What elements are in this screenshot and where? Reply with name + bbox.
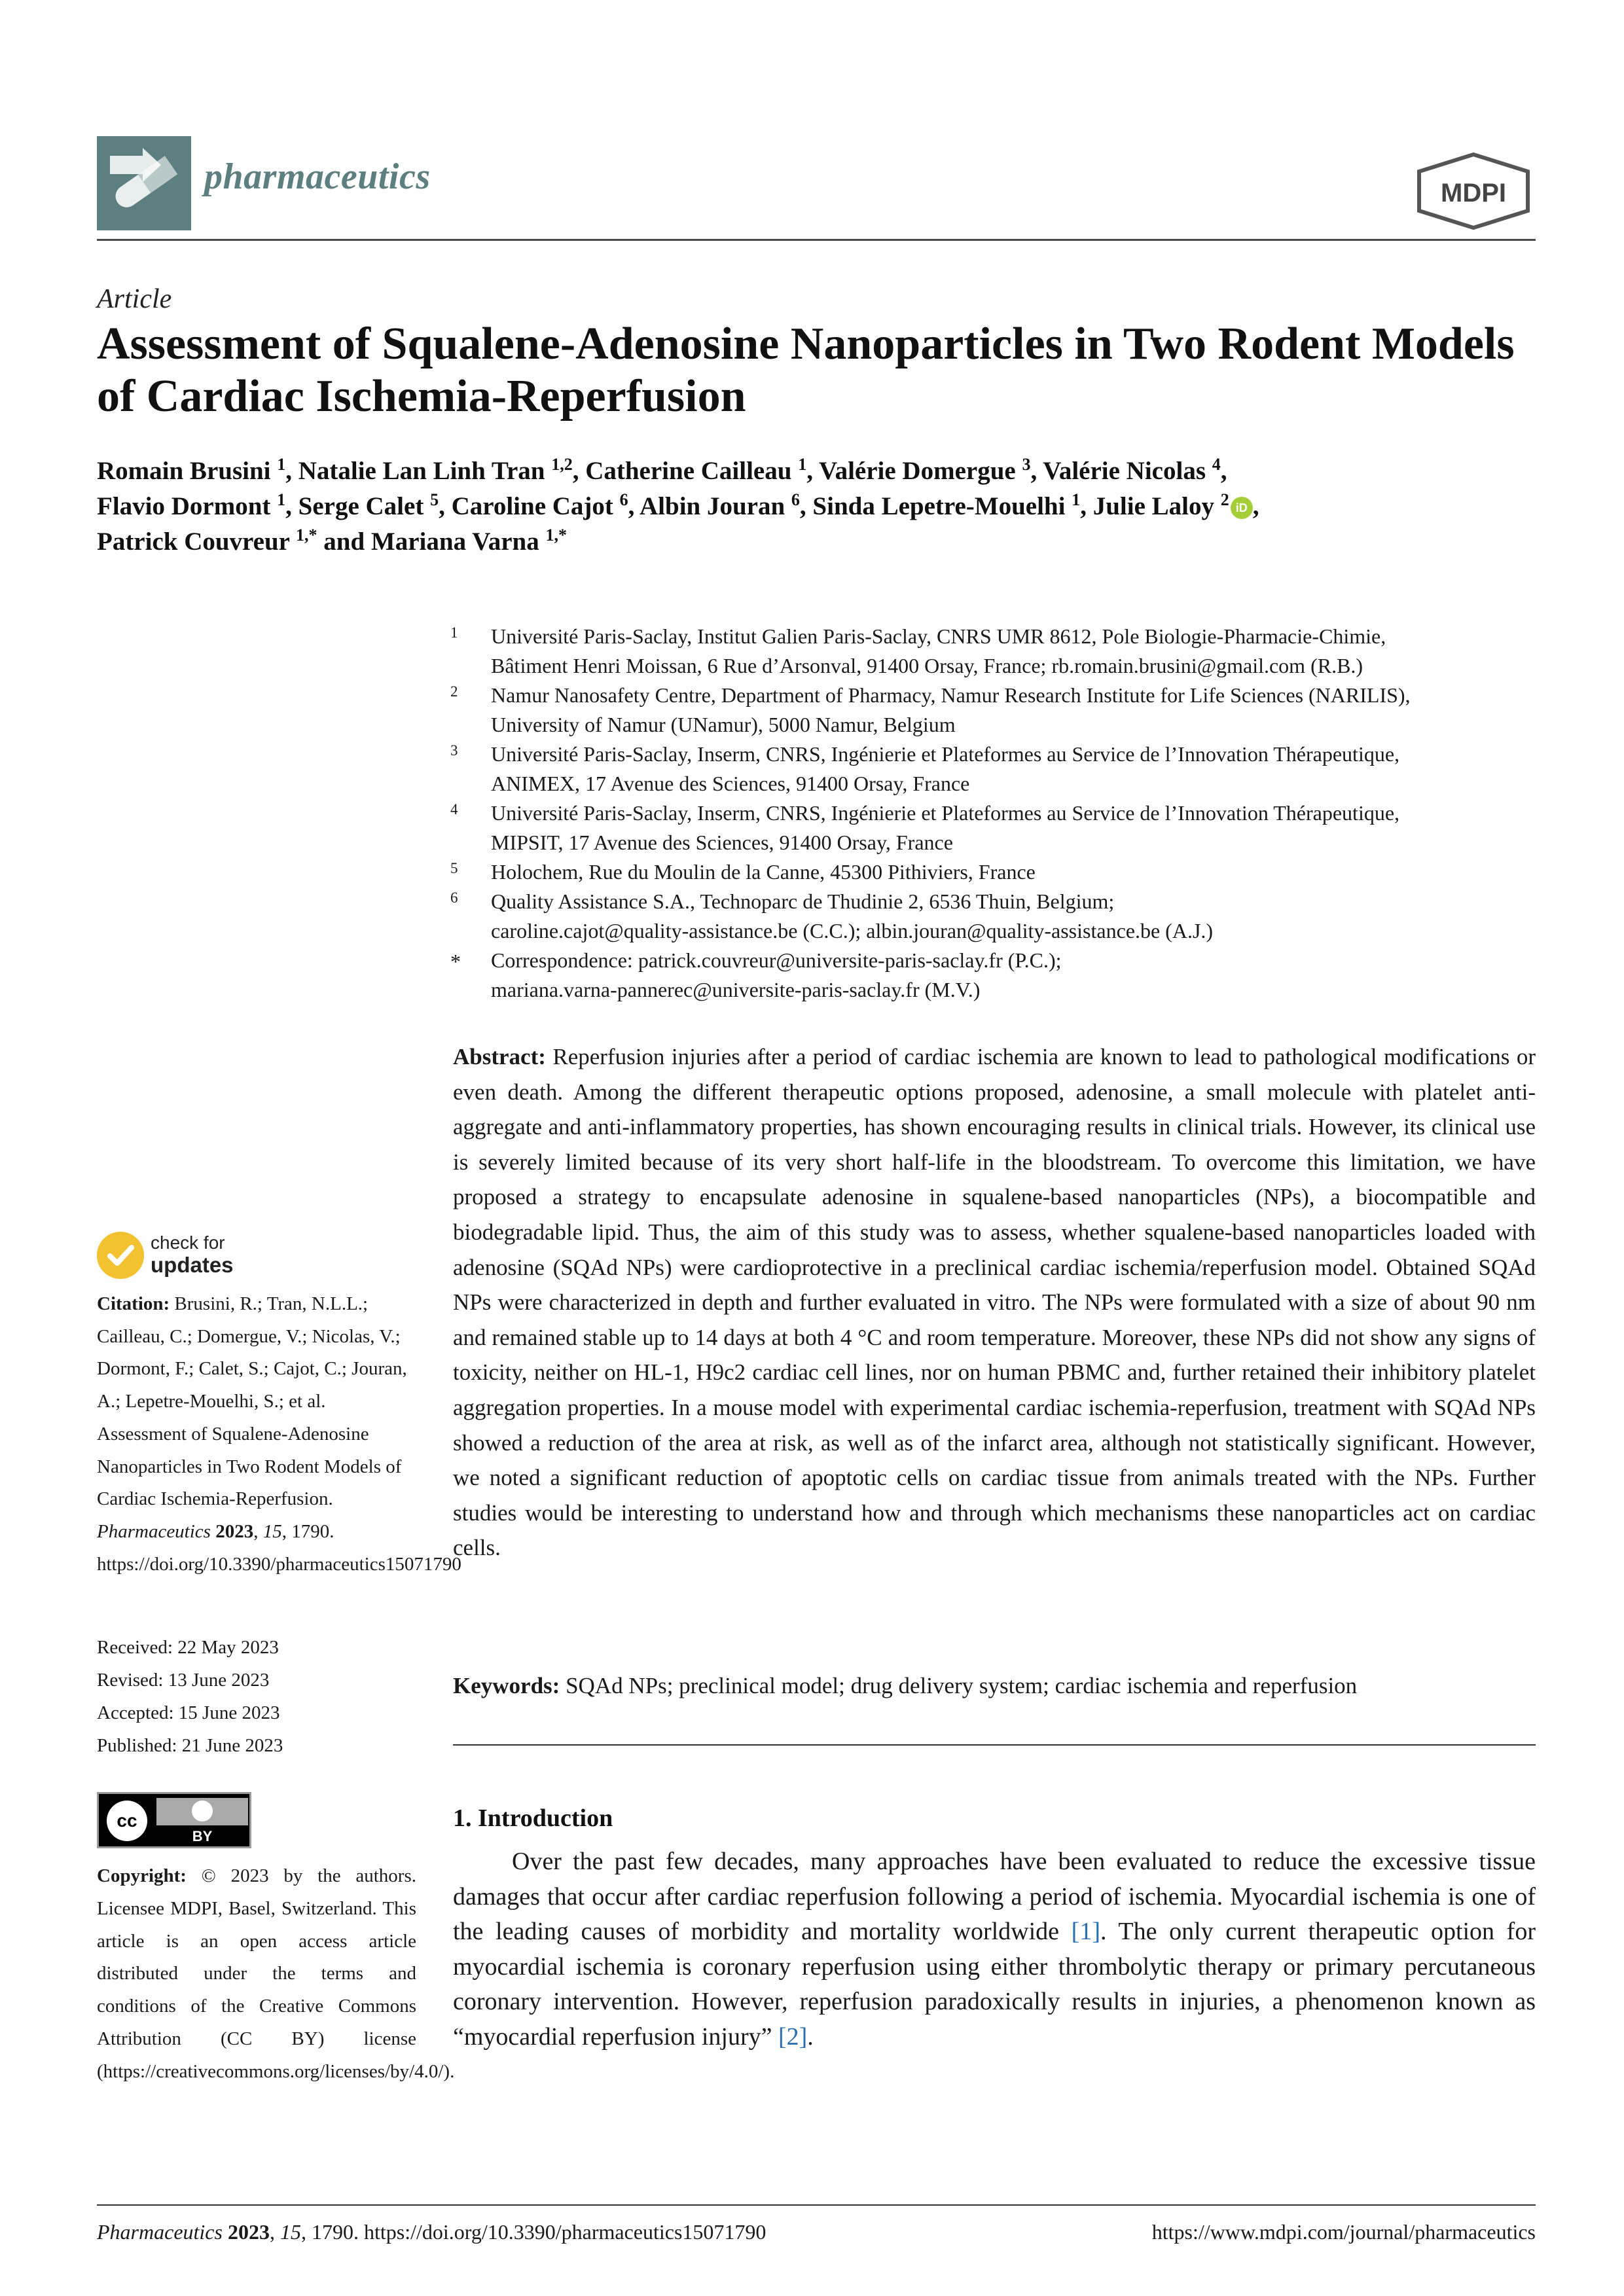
author-name: Flavio Dormont bbox=[97, 492, 271, 520]
author-affiliation-mark: 4 bbox=[1212, 455, 1221, 474]
journal-name: pharmaceutics bbox=[204, 156, 431, 197]
footer-rule bbox=[97, 2204, 1536, 2206]
copyright-text: © 2023 by the authors. Licensee MDPI, Basel, Switzerland. This article is an open access article distributed under the terms and conditions of the Creative Commons Attribution (CC BY) license (https://creativecommons.org/licenses/by/4.0/). bbox=[97, 1865, 455, 2082]
affiliation-line: University of Namur (UNamur), 5000 Namur, Belgium bbox=[491, 713, 956, 736]
cc-icon: cc bbox=[107, 1801, 147, 1841]
affiliation-line: Namur Nanosafety Centre, Department of Pharmacy, Namur Research Institute for Life Sciences (NARILIS), bbox=[491, 683, 1411, 707]
affiliation-item bbox=[450, 887, 1537, 946]
abstract bbox=[453, 1039, 1536, 1566]
citation-text: Brusini, R.; Tran, N.L.L.; Cailleau, C.; Domergue, V.; Nicolas, V.; Dormont, F.; Calet, S.; Cajot, C.; Jouran, A.; Lepetre-Mouelhi, S.; et al. Assessment of Squalene-Adenosine Nanoparticles in Two Rodent Models of Cardiac Ischemia-Reperfusion. bbox=[97, 1293, 407, 1510]
date-revised: Revised: 13 June 2023 bbox=[97, 1670, 270, 1691]
copyright-block bbox=[97, 1860, 455, 2089]
affiliation-mark: 6 bbox=[450, 889, 458, 906]
author-name: Catherine Cailleau bbox=[585, 457, 792, 485]
affiliations bbox=[450, 622, 1537, 1005]
intro-text-1: Over the past few decades, many approaches have been evaluated to reduce the excessive tissue damages that occur after cardiac reperfusion following a period of ischemia. Myocardial ischemia is one of the leading causes of morbidity and mortality worldwide bbox=[453, 1848, 1536, 1946]
citation-label: Citation: bbox=[97, 1293, 170, 1314]
affiliation-item bbox=[450, 798, 1537, 857]
date-received: Received: 22 May 2023 bbox=[97, 1637, 279, 1658]
date-accepted: Accepted: 15 June 2023 bbox=[97, 1702, 280, 1723]
article-type: Article bbox=[97, 284, 172, 314]
citation-doi[interactable]: , 1790. https://doi.org/10.3390/pharmaceutics15071790 bbox=[97, 1520, 461, 1575]
journal-logo bbox=[97, 136, 191, 230]
introduction-paragraph bbox=[453, 1844, 1536, 2055]
affiliation-line: caroline.cajot@quality-assistance.be (C.C.); albin.jouran@quality-assistance.be (A.J.) bbox=[491, 919, 1214, 942]
citation-block: Citation: Brusini, R.; Tran, N.L.L.; Cailleau, C.; Domergue, V.; Nicolas, V.; Dormont, F.; Calet, S.; Cajot, C.; Jouran, A.; Lepetre-Mouelhi, S.; et al. Assessment of Squalene-Adenosine Nanoparticles in Two Rodent Models of Cardiac Ischemia-Reperfusion. Pharmaceutics 2023, 15, 1790. https://doi.org/10.3390/pharmaceutics15071790 bbox=[97, 1293, 461, 1575]
author-name: Mariana Varna bbox=[370, 528, 539, 556]
reference-link-2[interactable]: [2] bbox=[778, 2022, 808, 2051]
article-title: Assessment of Squalene-Adenosine Nanoparticles in Two Rodent Models of Cardiac Ischemia-Reperfusion bbox=[97, 319, 1515, 422]
author-name: Julie Laloy bbox=[1092, 492, 1214, 520]
header-rule bbox=[97, 239, 1536, 241]
affiliation-line: Bâtiment Henri Moissan, 6 Rue d’Arsonval, 91400 Orsay, France; rb.romain.brusini@gmail.com (R.B.) bbox=[491, 654, 1363, 677]
attribution-person-icon bbox=[192, 1801, 213, 1821]
affiliation-mark: 2 bbox=[450, 683, 458, 700]
check-updates-label: check for updates bbox=[151, 1232, 234, 1277]
intro-text-2: . The only current therapeutic option for myocardial ischemia is coronary reperfusion using either thrombolytic therapy or primary percutaneous coronary intervention. However, reperfusion paradoxically results in injuries, a phenomenon known as “myocardial reperfusion injury” bbox=[453, 1918, 1536, 2051]
author-name: Caroline Cajot bbox=[451, 492, 613, 520]
affiliation-mark: 3 bbox=[450, 742, 458, 759]
publisher-logo bbox=[1411, 152, 1536, 230]
footer-journal: Pharmaceutics bbox=[97, 2220, 223, 2244]
affiliation-line: Holochem, Rue du Moulin de la Canne, 45300 Pithiviers, France bbox=[491, 860, 1036, 884]
author-name: Patrick Couvreur bbox=[97, 528, 290, 556]
author-affiliation-mark: 6 bbox=[791, 490, 800, 509]
author-affiliation-mark: 3 bbox=[1022, 455, 1031, 474]
citation-journal: Pharmaceutics bbox=[97, 1520, 211, 1542]
affiliation-line: mariana.varna-pannerec@universite-paris-saclay.fr (M.V.) bbox=[491, 978, 981, 1001]
date-published: Published: 21 June 2023 bbox=[97, 1735, 283, 1756]
author-and: and bbox=[323, 528, 365, 556]
author-list: Romain Brusini $^1$, Natalie Lan Linh Tran $^{1,2}$, Catherine Cailleau $^1$, Valérie Domergue $^3$, Valérie Nicolas $^4$, Flavio Dormont $^1$, Serge Calet $^5$, Caroline Cajot $^6$, Albin Jouran $^6$, Sinda Lepetre-Mouelhi $^1$, Julie Laloy $^2$ iD , Patrick Couvreur $^{1,*}$ and Mariana Varna $^{1,*}$ bbox=[97, 455, 1259, 556]
footer-journal-url[interactable]: https://www.mdpi.com/journal/pharmaceutics bbox=[1151, 2220, 1536, 2244]
orcid-icon[interactable]: iD bbox=[1231, 497, 1253, 519]
author-affiliation-mark: 1 bbox=[277, 455, 286, 474]
author-affiliation-mark: 1 bbox=[277, 490, 286, 509]
keywords-text: SQAd NPs; preclinical model; drug delivery system; cardiac ischemia and reperfusion bbox=[566, 1673, 1358, 1698]
keywords-label: Keywords: bbox=[453, 1673, 560, 1698]
affiliation-mark: 4 bbox=[450, 801, 458, 817]
author-name: Albin Jouran bbox=[640, 492, 785, 520]
affiliation-line: Quality Assistance S.A., Technoparc de Thudinie 2, 6536 Thuin, Belgium; bbox=[491, 889, 1115, 913]
footer-volume: 15 bbox=[280, 2220, 301, 2244]
footer-citation: Pharmaceutics 2023, 15, 1790. https://doi.org/10.3390/pharmaceutics15071790 bbox=[97, 2220, 767, 2244]
affiliation-line: ANIMEX, 17 Avenue des Sciences, 91400 Orsay, France bbox=[491, 772, 970, 795]
abstract-label: Abstract: bbox=[453, 1044, 546, 1069]
citation-year: 2023 bbox=[215, 1520, 254, 1542]
intro-text-3: . bbox=[807, 2022, 814, 2051]
abstract-text: Reperfusion injuries after a period of cardiac ischemia are known to lead to pathological modifications or even death. Among the different therapeutic options proposed, adenosine, a small molecule with platelet anti-aggregate and anti-inflammatory properties, has shown encouraging results in clinical trials. However, its clinical use is severely limited because of its very short half-life in the bloodstream. To overcome this limitation, we have proposed a strategy to encapsulate adenosine in squalene-based nanoparticles (NPs), a biocompatible and biodegradable lipid. Thus, the aim of this study was to assess, whether squalene-based nanoparticles loaded with adenosine (SQAd NPs) were cardioprotective in a preclinical cardiac ischemia/reperfusion model. Obtained SQAd NPs were characterized in depth and further evaluated in vitro. The NPs were formulated with a size of about 90 nm and remained stable up to 14 days at both 4 °C and room temperature. Moreover, these NPs did not show any signs of toxicity, neither on HL-1, H9c2 cardiac cell lines, nor on human PBMC and, further retained their inhibitory platelet aggregation properties. In a mouse model with experimental cardiac ischemia-reperfusion, treatment with SQAd NPs showed a reduction of the area at risk, as well as of the infarct area, although not statistically significant. However, we noted a significant reduction of apoptotic cells on cardiac tissue from animals treated with the NPs. Further studies would be interesting to understand how and through which mechanisms these nanoparticles act on cardiac cells. bbox=[453, 1044, 1536, 1561]
affiliation-line: Université Paris-Saclay, Inserm, CNRS, Ingénierie et Plateformes au Service de l’Innovation Thérapeutique, bbox=[491, 742, 1400, 766]
author-affiliation-mark: 1 bbox=[798, 455, 807, 474]
pill-icon bbox=[97, 136, 191, 230]
check-updates-icon bbox=[97, 1232, 144, 1279]
author-affiliation-mark: 1,* bbox=[545, 526, 567, 545]
author-name: Natalie Lan Linh Tran bbox=[298, 457, 545, 485]
affiliation-line: Correspondence: patrick.couvreur@universite-paris-saclay.fr (P.C.); bbox=[491, 948, 1062, 972]
check-for-updates-button[interactable] bbox=[97, 1230, 267, 1280]
author-affiliation-mark: 6 bbox=[619, 490, 628, 509]
author-name: Valérie Nicolas bbox=[1043, 457, 1206, 485]
footer-doi[interactable]: , 1790. https://doi.org/10.3390/pharmaceutics15071790 bbox=[300, 2220, 767, 2244]
citation-volume: 15 bbox=[262, 1520, 282, 1542]
affiliation-item bbox=[450, 946, 1537, 1005]
affiliation-line: Université Paris-Saclay, Institut Galien Paris-Saclay, CNRS UMR 8612, Pole Biologie-Pharmacie-Chimie, bbox=[491, 624, 1386, 648]
section-rule bbox=[453, 1744, 1536, 1746]
publication-dates bbox=[97, 1631, 416, 1762]
author-affiliation-mark: 1,2 bbox=[551, 455, 573, 474]
keywords bbox=[453, 1669, 1536, 1703]
affiliation-line: MIPSIT, 17 Avenue des Sciences, 91400 Orsay, France bbox=[491, 831, 953, 854]
author-affiliation-mark: 2 bbox=[1220, 490, 1229, 509]
copyright-label: Copyright: bbox=[97, 1865, 187, 1886]
affiliation-mark: 1 bbox=[450, 624, 458, 641]
section-heading-introduction: 1. Introduction bbox=[453, 1804, 613, 1832]
publisher-name: MDPI bbox=[1441, 179, 1506, 207]
cc-by-license-badge[interactable] bbox=[97, 1792, 251, 1848]
affiliation-mark: 5 bbox=[450, 860, 458, 876]
footer-year: 2023 bbox=[227, 2220, 270, 2244]
author-affiliation-mark: 1 bbox=[1072, 490, 1081, 509]
author-affiliation-mark: 1,* bbox=[296, 526, 317, 545]
author-name: Sinda Lepetre-Mouelhi bbox=[812, 492, 1066, 520]
author-affiliation-mark: 5 bbox=[430, 490, 439, 509]
affiliation-item bbox=[450, 681, 1537, 740]
mdpi-logo-icon bbox=[1411, 152, 1536, 230]
affiliation-line: Université Paris-Saclay, Inserm, CNRS, Ingénierie et Plateformes au Service de l’Innovation Thérapeutique, bbox=[491, 801, 1400, 825]
author-name: Romain Brusini bbox=[97, 457, 271, 485]
author-name: Serge Calet bbox=[298, 492, 424, 520]
author-name: Valérie Domergue bbox=[818, 457, 1016, 485]
affiliation-mark: * bbox=[450, 950, 461, 973]
reference-link-1[interactable]: [1] bbox=[1071, 1918, 1100, 1946]
affiliation-item bbox=[450, 857, 1537, 887]
cc-by-label: BY bbox=[192, 1828, 213, 1844]
affiliation-item bbox=[450, 740, 1537, 798]
affiliation-item bbox=[450, 622, 1537, 681]
